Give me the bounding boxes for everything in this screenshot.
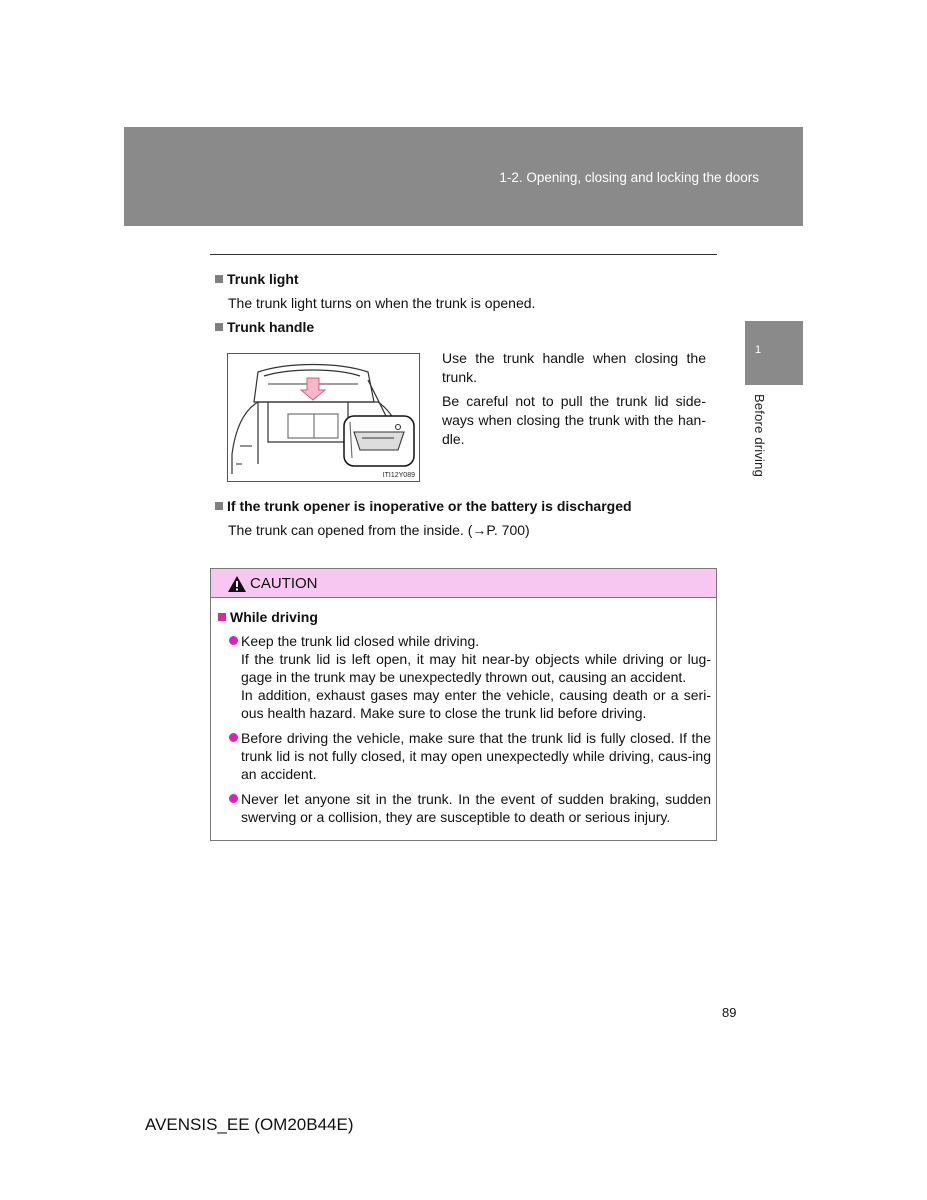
- trunk-handle-para-2: Be careful not to pull the trunk lid side-ways when closing the trunk with the han-dle.: [442, 393, 706, 447]
- chapter-label: Before driving: [752, 394, 767, 478]
- chapter-tab[interactable]: [745, 321, 803, 385]
- caution-label: CAUTION: [250, 575, 318, 592]
- page-number: 89: [722, 1005, 737, 1020]
- trunk-handle-illustration: [227, 353, 420, 482]
- square-bullet-icon: [215, 502, 223, 510]
- bullet-dot-icon: [229, 794, 238, 803]
- divider: [210, 254, 717, 255]
- trunk-handle-para-1: Use the trunk handle when closing the trunk.: [442, 350, 706, 385]
- caution-bullet: [241, 790, 711, 826]
- caution-bullet: [241, 632, 711, 722]
- footer-model-code: AVENSIS_EE (OM20B44E): [145, 1115, 354, 1134]
- square-bullet-icon: [215, 323, 223, 331]
- trunk-illustration-drawing: [228, 354, 419, 481]
- bullet-dot-icon: [229, 636, 238, 645]
- figure-code: ITI12Y089: [382, 472, 415, 479]
- opener-heading: If the trunk opener is inoperative or the battery is discharged: [215, 498, 632, 514]
- bullet-line: In addition, exhaust gases may enter the vehicle, causing death or a seri-ous health hazard. Make sure to close the trunk lid before driving.: [241, 687, 711, 721]
- square-bullet-icon: [218, 613, 226, 621]
- bullet-line: Never let anyone sit in the trunk. In the event of sudden braking, sudden swerving or a collision, they are susceptible to death or serious injury.: [241, 791, 711, 825]
- bullet-line: Keep the trunk lid closed while driving.: [241, 633, 480, 649]
- square-bullet-icon: [215, 275, 223, 283]
- caution-header: [211, 569, 716, 598]
- trunk-light-text: The trunk light turns on when the trunk is opened.: [228, 295, 536, 311]
- bullet-dot-icon: [229, 733, 238, 742]
- header-band: [124, 127, 803, 226]
- trunk-handle-heading: Trunk handle: [215, 319, 314, 335]
- trunk-light-heading: Trunk light: [215, 271, 299, 287]
- bullet-line: Before driving the vehicle, make sure that the trunk lid is fully closed. If the trunk lid is not fully closed, it may open unexpectedly while driving, caus-ing an accident.: [241, 730, 711, 782]
- chapter-number: 1: [755, 344, 762, 356]
- bullet-line: If the trunk lid is left open, it may hit near-by objects while driving or lug-gage in the trunk may be unexpectedly thrown out, causing an accident.: [241, 651, 711, 685]
- opener-text: The trunk can opened from the inside. (→P. 700): [228, 522, 530, 538]
- caution-subheading: While driving: [218, 609, 318, 625]
- caution-bullet: [241, 729, 711, 783]
- warning-triangle-icon: [227, 575, 247, 593]
- section-title: 1-2. Opening, closing and locking the doors: [499, 170, 759, 185]
- caution-box: [210, 568, 717, 841]
